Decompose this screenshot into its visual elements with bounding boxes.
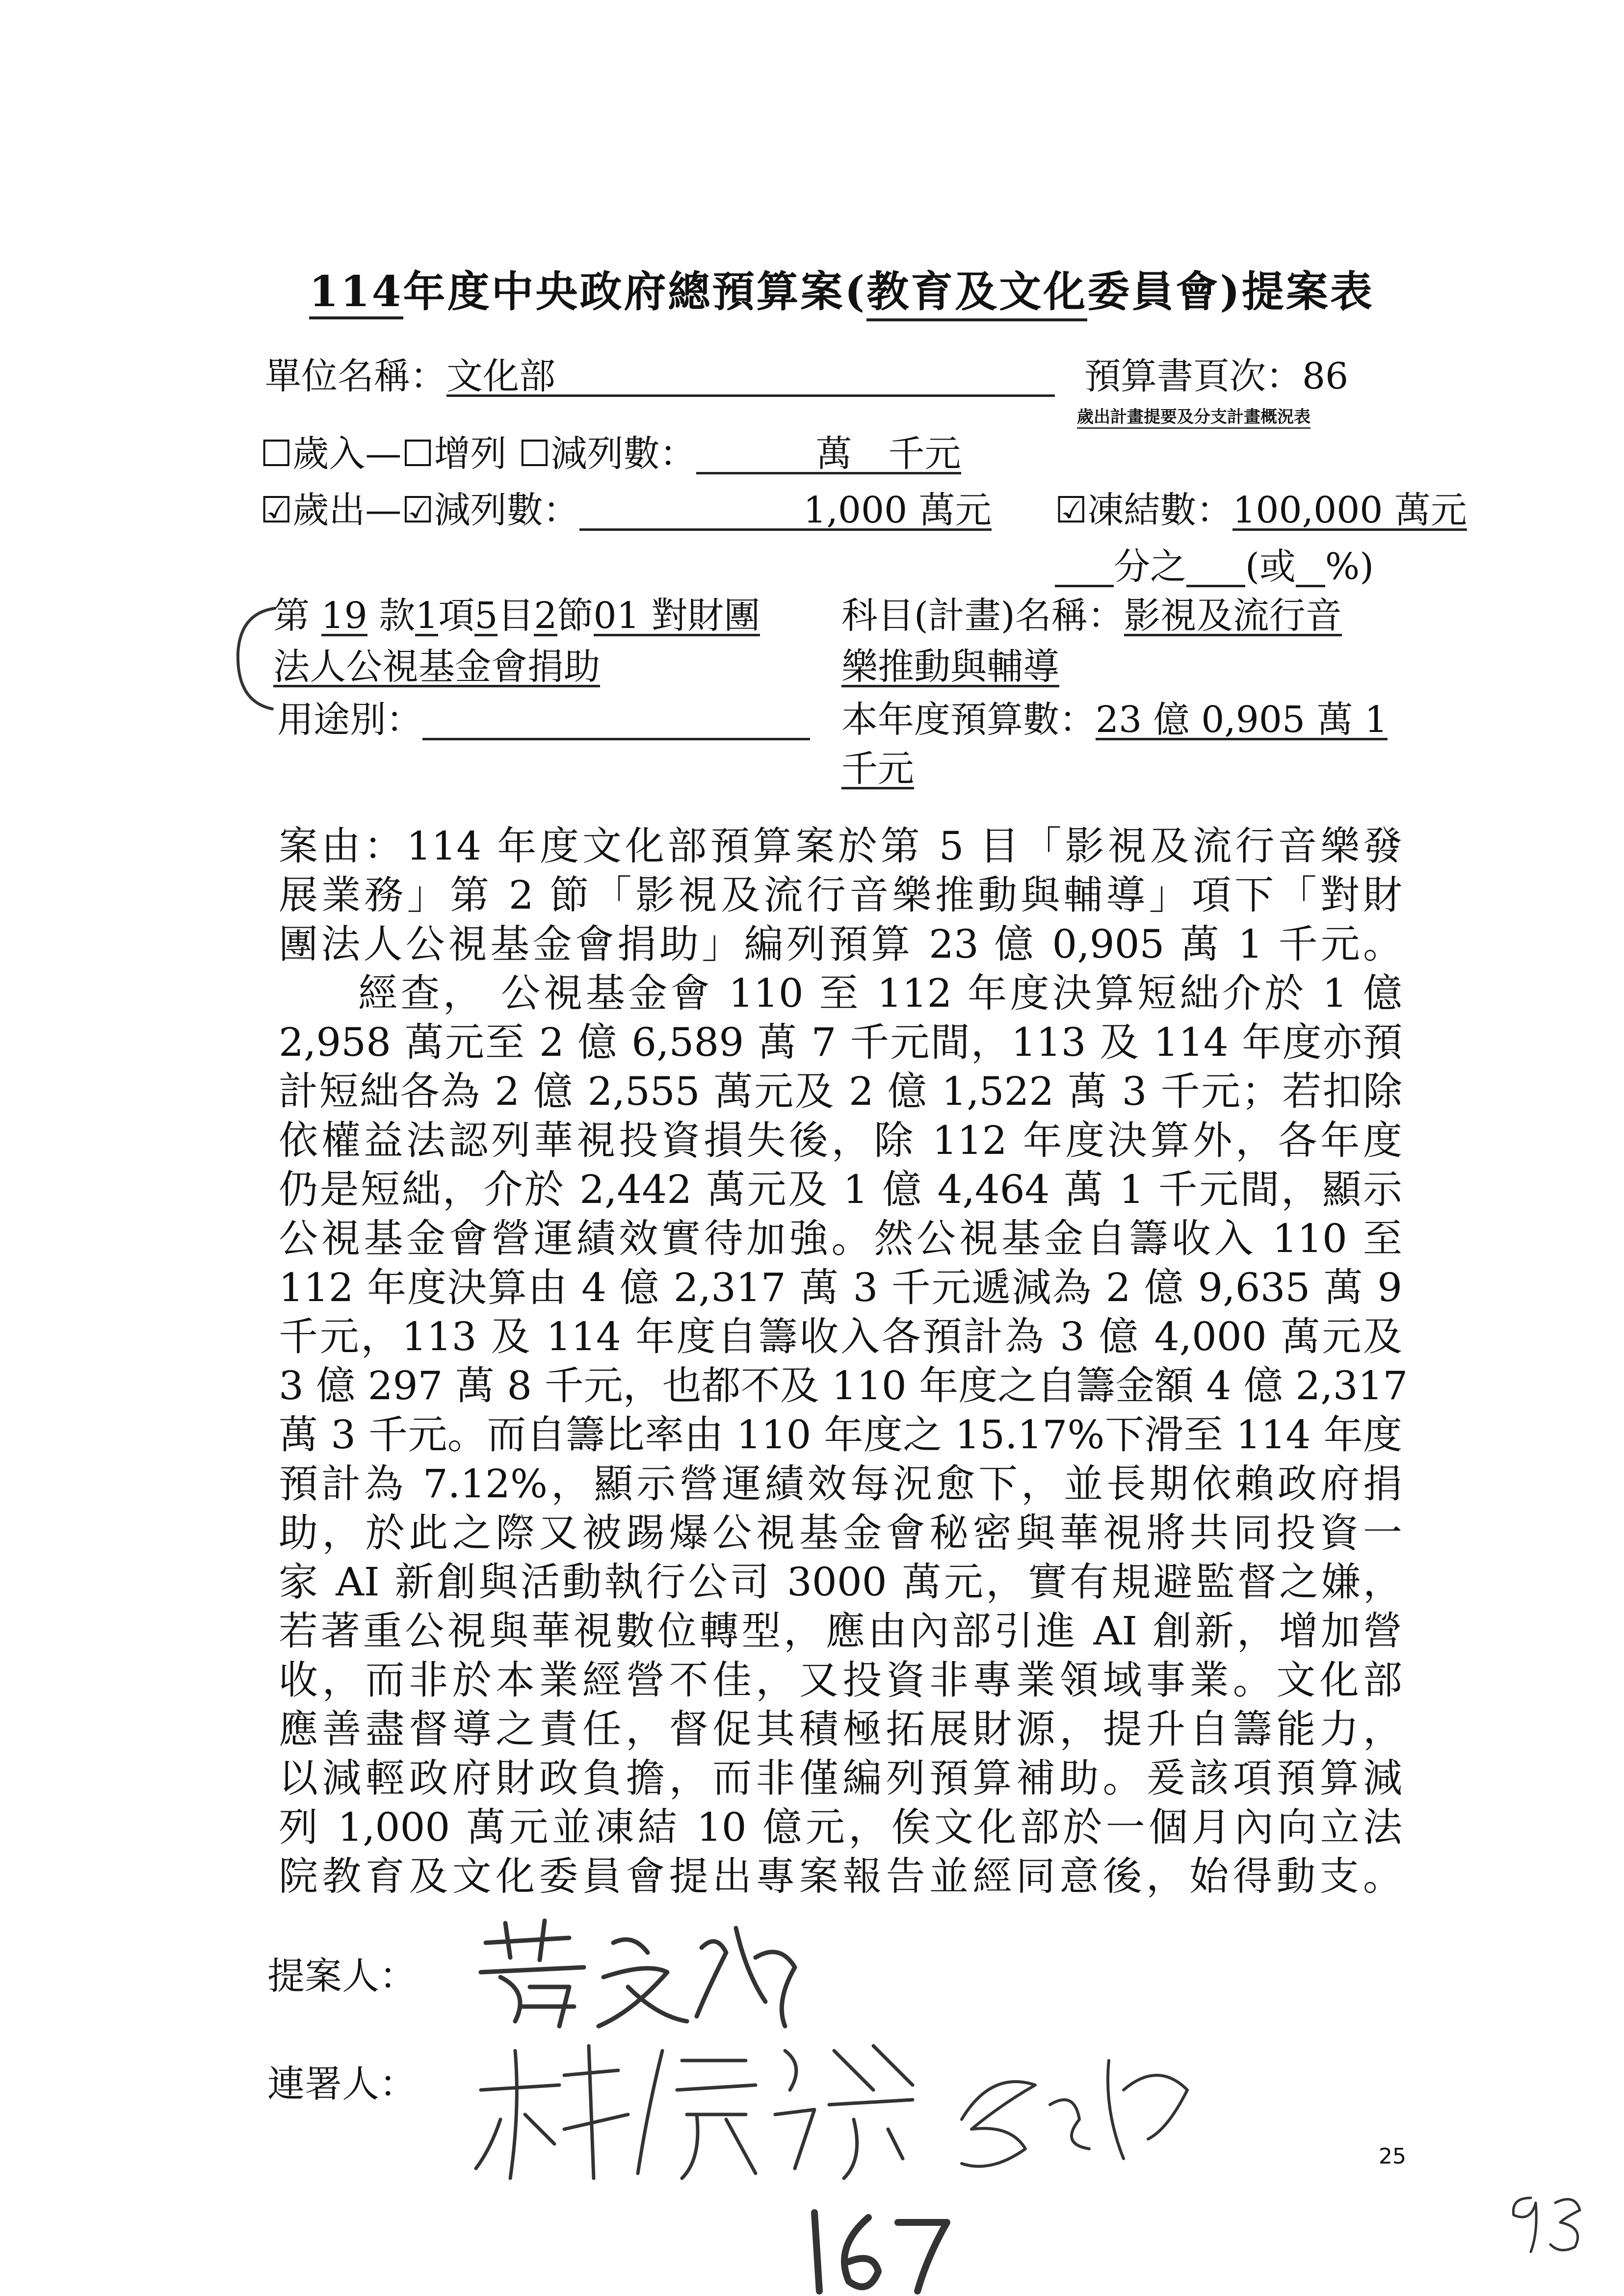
usage-row xyxy=(277,699,810,741)
fraction-row xyxy=(1055,548,1374,587)
expense-decrease-amount: 1,000 萬元 xyxy=(579,492,992,531)
item-line-2: 法人公視基金會捐助 xyxy=(273,646,600,688)
title-part2: 委員會)提案表 xyxy=(1087,267,1374,316)
item-t2: 項 xyxy=(438,595,475,637)
body-line: 3 億 297 萬 8 千元，也都不及 110 年度之自籌金額 4 億 2,317 xyxy=(279,1363,1408,1409)
item-t3: 目 xyxy=(498,595,534,637)
body-line: 仍是短絀，介於 2,442 萬元及 1 億 4,464 萬 1 千元間，顯示 xyxy=(279,1167,1402,1212)
revenue-row xyxy=(260,433,961,475)
decrease-label: 減列數： xyxy=(550,433,696,475)
freeze-row xyxy=(1055,489,1467,531)
body-line: 以減輕政府財政負擔，而非僅編列預算補助。爰該項預算減 xyxy=(279,1755,1402,1801)
body-line: 收，而非於本業經營不佳，又投資非專業領域事業。文化部 xyxy=(279,1657,1402,1703)
revenue-label: 歲入— xyxy=(292,433,402,475)
page-title xyxy=(309,258,1374,321)
item-t1: 款 xyxy=(379,595,416,637)
revenue-checkbox[interactable]: ☐ xyxy=(260,433,293,475)
unit-value: 文化部 xyxy=(446,358,1055,397)
handwritten-number-93 xyxy=(1501,2188,1599,2257)
item-mu: 5 xyxy=(474,595,498,637)
item-code: 01 對財團 xyxy=(593,595,760,637)
budget-page-row xyxy=(1084,355,1349,397)
subject-value-2: 樂推動與輔導 xyxy=(841,646,1059,688)
body-line: 2,958 萬元至 2 億 6,589 萬 7 千元間，113 及 114 年度亦預 xyxy=(279,1019,1402,1065)
body-line: 案由：114 年度文化部預算案於第 5 目「影視及流行音樂發 xyxy=(279,823,1402,869)
increase-label: 增列 xyxy=(434,433,507,475)
body-line: 萬 3 千元。而自籌比率由 110 年度之 15.17%下滑至 114 年度 xyxy=(279,1412,1402,1458)
fraction-text: 分之 xyxy=(1114,546,1186,588)
revenue-amount-field: 萬 千元 xyxy=(696,436,961,474)
expense-decrease-checkbox[interactable]: ☑ xyxy=(401,489,434,531)
body-line: 列 1,000 萬元並凍結 10 億元，俟文化部於一個月內向立法 xyxy=(279,1804,1402,1850)
decrease-checkbox[interactable]: ☐ xyxy=(518,433,551,475)
expense-label: 歲出— xyxy=(292,489,402,531)
proposer-signature xyxy=(471,1913,814,2041)
budget-row xyxy=(841,699,1388,741)
expense-decrease-label: 減列數： xyxy=(434,489,579,531)
handwritten-number-167 xyxy=(795,2198,957,2296)
body-line: 應善盡督導之責任，督促其積極拓展財源，提升自籌能力， xyxy=(279,1706,1402,1752)
body-line: 展業務」第 2 節「影視及流行音樂推動與輔導」項下「對財 xyxy=(279,872,1402,918)
bracket-mark xyxy=(231,603,280,721)
item-t4: 節 xyxy=(557,595,594,637)
subject-value-1: 影視及流行音 xyxy=(1124,595,1342,637)
expense-row xyxy=(260,489,992,531)
usage-label: 用途別： xyxy=(277,699,422,741)
fraction-percent: %) xyxy=(1325,546,1374,588)
subject-row xyxy=(841,595,1342,637)
item-prefix: 第 xyxy=(273,595,310,637)
increase-checkbox[interactable]: ☐ xyxy=(401,433,434,475)
body-line: 家 AI 新創與活動執行公司 3000 萬元，實有規避監督之嫌， xyxy=(279,1559,1402,1605)
item-jie: 2 xyxy=(534,595,557,637)
body-line: 經查， 公視基金會 110 至 112 年度決算短絀介於 1 億 xyxy=(358,970,1402,1016)
cosigner-label: 連署人： xyxy=(267,2062,417,2106)
item-line-1 xyxy=(273,595,760,637)
budget-page-value: 86 xyxy=(1302,355,1349,397)
body-line: 助，於此之際又被踢爆公視基金會秘密與華視將共同投資一 xyxy=(279,1510,1402,1556)
page-number: 25 xyxy=(1379,2144,1406,2169)
budget-value-2: 千元 xyxy=(841,748,914,790)
item-kuan: 19 xyxy=(321,595,367,637)
title-year: 114 xyxy=(309,267,403,319)
title-part1: 年度中央政府總預算案( xyxy=(403,267,867,316)
budget-label: 本年度預算數： xyxy=(841,699,1096,741)
item-xiang: 1 xyxy=(415,595,439,637)
cosigner-signatures xyxy=(471,2031,1305,2188)
fraction-or: (或 xyxy=(1245,546,1296,588)
body-line: 若著重公視與華視數位轉型，應由內部引進 AI 創新，增加營 xyxy=(279,1608,1402,1654)
freeze-amount: 100,000 萬元 xyxy=(1232,489,1467,531)
body-line: 112 年度決算由 4 億 2,317 萬 3 千元遞減為 2 億 9,635 萬 9 xyxy=(279,1265,1402,1310)
body-line: 計短絀各為 2 億 2,555 萬元及 2 億 1,522 萬 3 千元；若扣除 xyxy=(279,1069,1402,1114)
body-line: 公視基金會營運績效實待加強。然公視基金自籌收入 110 至 xyxy=(279,1216,1402,1261)
freeze-label: 凍結數： xyxy=(1087,489,1233,531)
title-committee: 教育及文化 xyxy=(866,258,1087,321)
budget-page-label: 預算書頁次： xyxy=(1084,355,1302,397)
expense-checkbox[interactable]: ☑ xyxy=(260,489,293,531)
budget-page-note: 歲出計畫提要及分支計畫概況表 xyxy=(1077,403,1310,429)
unit-label: 單位名稱： xyxy=(265,355,446,397)
budget-value-1: 23 億 0,905 萬 1 xyxy=(1096,699,1388,741)
body-line: 院教育及文化委員會提出專案報告並經同意後，始得動支。 xyxy=(279,1853,1402,1899)
body-line: 依權益法認列華視投資損失後，除 112 年度決算外，各年度 xyxy=(279,1118,1402,1163)
body-line: 千元，113 及 114 年度自籌收入各預計為 3 億 4,000 萬元及 xyxy=(279,1314,1402,1359)
body-line: 團法人公視基金會捐助」編列預算 23 億 0,905 萬 1 千元。 xyxy=(279,921,1402,967)
body-line: 預計為 7.12%，顯示營運績效每況愈下，並長期依賴政府捐 xyxy=(279,1461,1402,1507)
subject-label: 科目(計畫)名稱： xyxy=(841,595,1124,637)
unit-name-row xyxy=(265,355,1055,397)
freeze-checkbox[interactable]: ☑ xyxy=(1055,489,1088,531)
proposer-label: 提案人： xyxy=(267,1954,417,1998)
